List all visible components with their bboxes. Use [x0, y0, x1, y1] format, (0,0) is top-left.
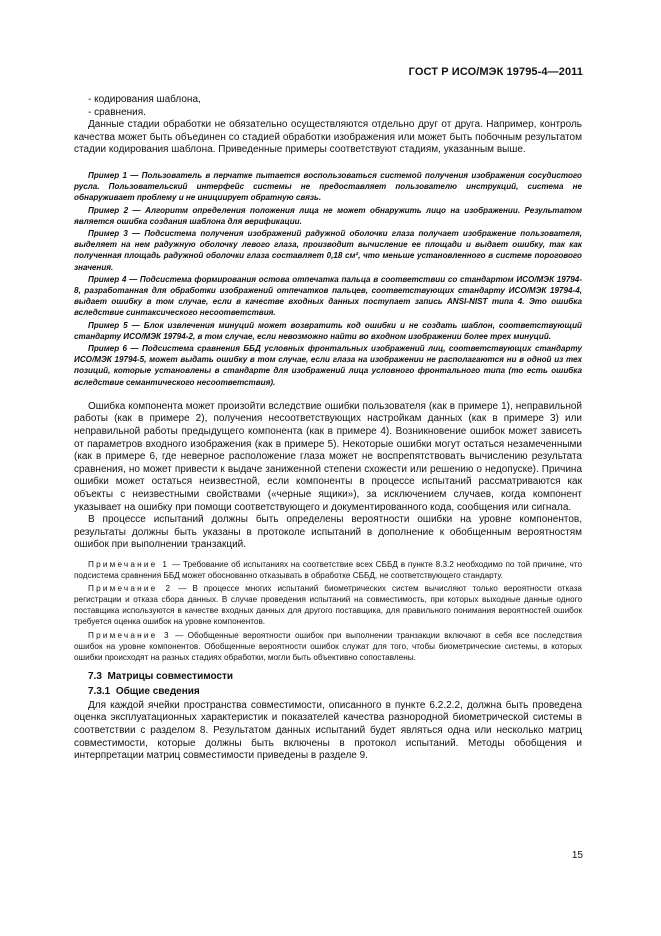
paragraph-component-error: Ошибка компонента может произойти вследствие ошибки пользователя (как в примере 1), неправильной работы (как в примере 2), получения несоответствующих настройкам данных (как в примере 3) или неправильной работы предыдущего компонента (как в примере 4). Возникновение ошибок может зависеть от параметров входного изображения (как в примере 5). Некоторые ошибки могут остаться незамеченными (как в примере 6, где неверное расположение глаза может не воспрепятствовать вычислению результата сравнения, но может привести к выдаче заниженной степени схожести или решению о недопуске). Причина ошибки может остаться неизвестной, если компоненты в процессе испытаний рассматриваются как объекты с неизвестными свойствами («черные ящики»), за исключением случаев, когда компонент указывает на ошибку при помощи соответствующего и документированного кода, сообщения или сигнала. [74, 400, 582, 513]
subsection-number: 7.3.1 [88, 685, 111, 697]
example-6: Пример 6 — Подсистема сравнения ББД условных фронтальных изображений лиц, соответствующих стандарту ИСО/МЭК 19794-5, может выдать ошибку в том случае, если глаза на изображении не располагаются ни в одной из тех позиций, которые установлены в стандарте для изображений лица условного фронтального типа (то есть ошибка вследствие семантического несоответствия). [74, 344, 582, 387]
example-2: Пример 2 — Алгоритм определения положения лица не может обнаружить лицо на изображении. Результатом является ошибка создания шаблона для верификации. [74, 205, 582, 226]
section-heading [74, 670, 582, 683]
note-label: Примечание 1 [88, 559, 170, 569]
page-content [74, 94, 582, 763]
paragraph-intro: Данные стадии обработки не обязательно осуществляются отдельно друг от друга. Например, контроль качества может быть объединен со стадией обработки изображения или может быть побочным результатом стадии кодирования шаблона. Приведенные примеры соответствуют стадиям, указанным выше. [74, 119, 582, 156]
note-2 [74, 583, 582, 627]
example-3: Пример 3 — Подсистема получения изображений радужной оболочки глаза получает изображение пользователя, выделяет на нем радужную оболочку левого глаза, производит вычисление ее площади и выдает ошибку, так как полученная площадь радужной оболочки глаза составляет 0,18 см², что меньше установленного в системе порогового значения. [74, 228, 582, 272]
example-5: Пример 5 — Блок извлечения минуций может возвратить код ошибки и не создать шаблон, соответствующий стандарту ИСО/МЭК 19794-2, в том случае, если невозможно найти во входном изображении более трех минуций. [74, 320, 582, 341]
paragraph-matrix: Для каждой ячейки пространства совместимости, описанного в пункте 6.2.2.2, должна быть проведена оценка эксплуатационных характеристик и показателей качества разнородной биометрической системы в соответствии с разделом 8. Результатом данных испытаний будет являться одна или несколько матриц совместимости, которые должны быть включены в протокол испытаний. Методы обобщения и интерпретации матриц совместимости приведены в разделе 9. [74, 699, 582, 762]
note-3 [74, 630, 582, 663]
subsection-heading [74, 685, 582, 698]
document-header: ГОСТ Р ИСО/МЭК 19795-4—2011 [408, 66, 583, 78]
note-text: — Требование об испытаниях на соответствие всех СББД в пункте 8.3.2 необходимо по той причине, что подсистема сравнения ББД может обоснованно отказывать в обработке СББД, не соответствующего стандарту. [74, 559, 582, 581]
subsection-title: Общие сведения [115, 685, 200, 697]
section-number: 7.3 [88, 670, 102, 682]
note-text: — Обобщенные вероятности ошибок при выполнении транзакции включают в себя все последствия ошибок на уровне компонентов. Обобщенные вероятности ошибок служат для того, чтобы биометрические системы, в которых ошибки происходят на разных стадиях обработки, могли быть объективно сопоставлены. [74, 630, 582, 662]
list-item: - сравнения. [88, 106, 146, 118]
note-label: Примечание 2 [88, 584, 173, 594]
example-1: Пример 1 — Пользователь в перчатке пытается воспользоваться системой получения изображения сосудистого русла. Пользовательский интерфейс системы не предоставляет пользователю инструкций, система не обнаруживает проблему и не инициирует обратную связь. [74, 170, 582, 203]
note-text: — В процессе многих испытаний биометрических систем вычисляют только вероятности отказа регистрации и отказа сбора данных. В случае проведения испытаний на совместимость, при которых выходные данные одного поставщика используются в качестве входных данных для другого поставщика, для правильного понимания вероятностей ошибок требуется оценка ошибок на уровне компонентов. [74, 584, 582, 627]
list-item: - кодирования шаблона, [88, 94, 201, 105]
note-label: Примечание 3 [88, 630, 171, 640]
page-number: 15 [571, 850, 583, 861]
note-1 [74, 559, 582, 581]
example-4: Пример 4 — Подсистема формирования остова отпечатка пальца в соответствии со стандартом ИСО/МЭК 19794-8, разработанная для обработки изображений отпечатков пальцев, соответствующих стандарту ИСО/МЭК 19794-4, выдает ошибку в том случае, если в качестве входных данных поступает запись ANSI-NIST типа 4. Это ошибка вследствие синтаксического несоответствия. [74, 274, 582, 318]
paragraph-probabilities: В процессе испытаний должны быть определены вероятности ошибки на уровне компонентов, результаты должны быть указаны в протоколе испытаний в дополнение к обобщенным вероятностям ошибок при выполнении транзакций. [74, 514, 582, 551]
section-title: Матрицы совместимости [107, 670, 234, 682]
